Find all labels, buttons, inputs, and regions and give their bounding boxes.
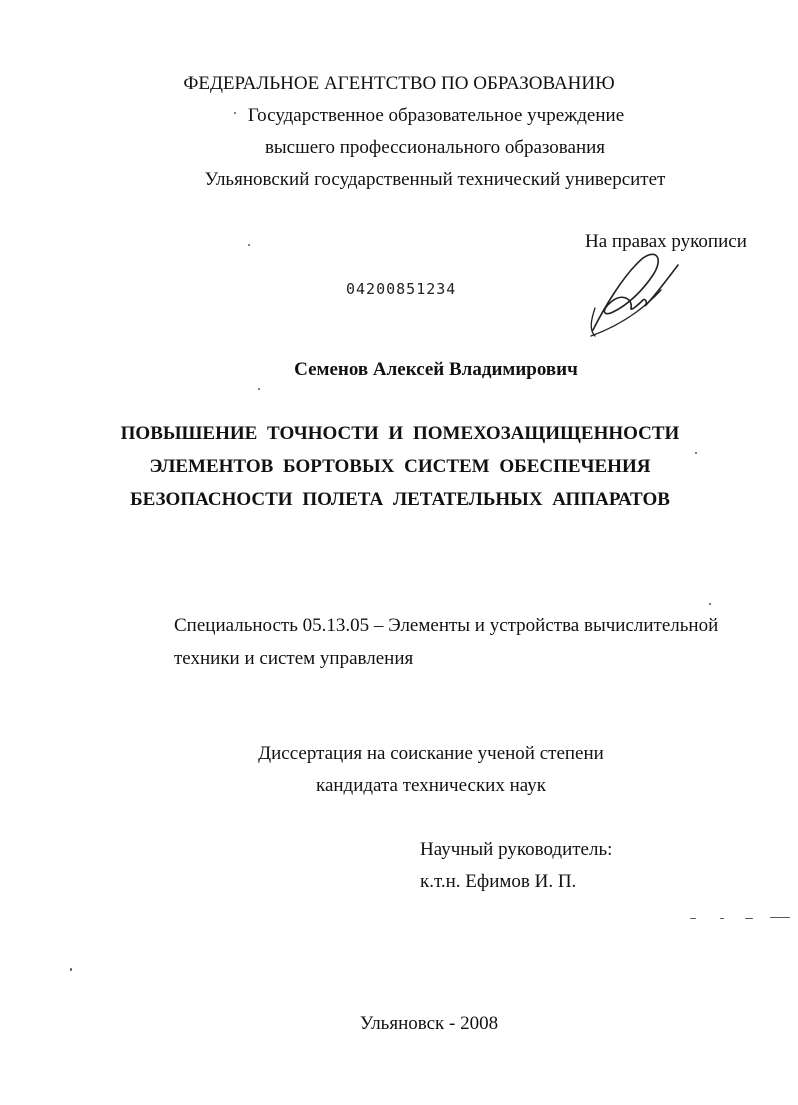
scan-speck <box>709 603 711 605</box>
signature-icon <box>583 250 693 340</box>
education-level: высшего профессионального образования <box>264 137 606 158</box>
scan-speck <box>690 918 696 919</box>
scan-speck <box>234 112 236 114</box>
degree-line-1: Диссертация на соискание ученой степени <box>258 743 604 764</box>
institution-type: Государственное образовательное учреждение <box>247 105 625 126</box>
degree-line-2: кандидата технических наук <box>316 775 546 796</box>
scan-speck <box>70 968 72 971</box>
author-name: Семенов Алексей Владимирович <box>294 359 578 380</box>
title-line-3: БЕЗОПАСНОСТИ ПОЛЕТА ЛЕТАТЕЛЬНЫХ АППАРАТОВ <box>130 489 670 510</box>
scan-speck <box>745 918 753 919</box>
scan-speck <box>770 917 790 918</box>
supervisor-name: к.т.н. Ефимов И. П. <box>420 871 577 892</box>
agency-name: ФЕДЕРАЛЬНОЕ АГЕНТСТВО ПО ОБРАЗОВАНИЮ <box>183 73 615 94</box>
title-line-2: ЭЛЕМЕНТОВ БОРТОВЫХ СИСТЕМ ОБЕСПЕЧЕНИЯ <box>149 456 651 477</box>
scan-speck <box>720 918 724 919</box>
title-line-1: ПОВЫШЕНИЕ ТОЧНОСТИ И ПОМЕХОЗАЩИЩЕННОСТИ <box>120 423 680 444</box>
stamp-number: 04200851234 <box>346 280 457 298</box>
city-year: Ульяновск - 2008 <box>359 1013 499 1034</box>
scan-speck <box>695 452 697 454</box>
specialty-line-2: техники и систем управления <box>174 648 414 669</box>
rights-note: На правах рукописи <box>585 231 747 252</box>
scan-speck <box>248 244 250 246</box>
scan-speck <box>258 388 260 390</box>
supervisor-label: Научный руководитель: <box>420 839 613 860</box>
specialty-line-1: Специальность 05.13.05 – Элементы и устройства вычислительной <box>174 615 719 636</box>
university-name: Ульяновский государственный технический университет <box>204 169 666 190</box>
